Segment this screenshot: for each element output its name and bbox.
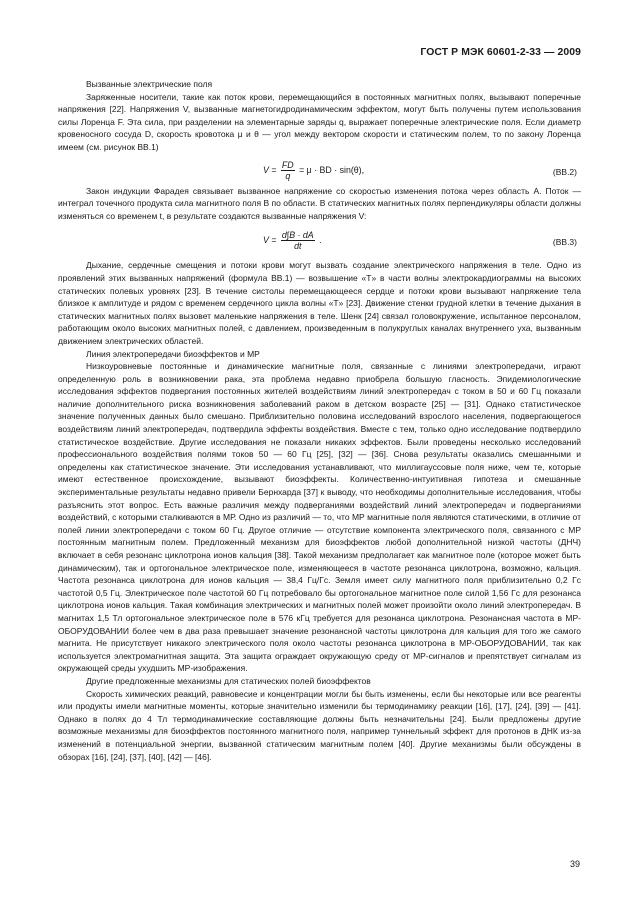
document-header: ГОСТ Р МЭК 60601-2-33 — 2009 [420,47,581,58]
formula-lhs: V = [263,235,277,246]
formula-rhs: = μ · BD · sin(θ), [299,164,365,175]
section-heading: Линия электропередачи биоэффектов и МР [86,348,260,359]
body-paragraph: Скорость химических реакций, равновесие и концентрации могли бы быть изменены, если бы некоторые или все реагенты или продукты имели магнитные моменты, которые значительно изменили бы термодинамику реакции [16], [17], [24], [39] — [41]. Однако в полях до 4 Тл термодинамические составляющие должны быть незначительны [24]. Были предложены другие возможные механизмы для биоэффектов постоянного магнитного поля, например туннельный эффект для протонов в ДНК из-за изменений в потенциальной энергии, вызванной статическим магнитным полем [40]. Другие механизмы были обсуждены в обзорах [16], [24], [37], [40], [42] — [46]. [58,688,581,762]
page-body [58,78,581,763]
formula-fraction [281,160,295,181]
section-heading: Вызванные электрические поля [86,79,213,89]
body-paragraph: Дыхание, сердечные смещения и потоки крови могут вызвать создание электрического напряжения в теле. Одно из проявлений этих вызванных напряжений (формула ВВ.1) — возвышение «T» в части волны электрокардиограммы на высоких статических полевых уровнях [23]. В течение систолы перемещающееся сердце и потоки крови вызывают напряжение тела близкое к амплитуде и рядом с временем сердечного цикла волны «T» [23]. Движение стенки грудной клетки в течение дыхания в статических магнитных полях вызовет маленькие напряжения в теле. Шенк [24] связал головокружение, испытанное персоналом, работающим около высоких магнитных полей, с давлением, произведенным в полукруглых каналах внутреннего уха, вызванным движением электрических областей. [58,260,581,346]
formula-bb2 [58,154,581,185]
page-number: 39 [569,859,580,869]
formula-fraction [281,230,315,251]
formula-lhs: V = [263,164,277,175]
body-paragraph: Низкоуровневые постоянные и динамические магнитные поля, связанные с линиями электропередачи, играют определенную роль в возникновении рака, эта проблема недавно приобрела большую гласность. Эпидемиологические исследования эффектов подвергания постоянных жителей воздействиям линий электропередач с током в 50 и 60 Гц показали наличие дополнительного риска возникновения заболеваний раком в детском возрасте [25] — [31]. Однако статистическое значение полученных данных было смешано. Приблизительно половина исследований взрослого населения, подвергающегося воздействиям линий электропередач, подтвердила эффекты воздействия. Вместе с тем, только одно исследование подтвердило статистическое воздействие. Другие исследования не показали никаких эффектов. Были проведены несколько исследований профессионального воздействия полями токов 50 — 60 Гц [25], [32] — [36]. Снова результаты оказались смешанными и определены как статистическое значение. Эти исследования устанавливают, что миллигауссовые поля ниже, чем те, которые имеют естественное происхождение, вызывают биоэффекты. Количественно-интуитивная гипотеза и смешанные экспериментальные результаты недавно привели Бернхарда [37] к выводу, что необходимы дополнительные исследования, чтобы разъяснить этот вопрос. Есть важные различия между подверганиями воздействий линий электропередач и подверганиями воздействий, с которыми сталкиваются в МР. Одно из различий — то, что МР магнитные поля являются статическими, в отличие от полей линии электропередачи с током 60 Гц. Другое отличие — отсутствие компонента электрического поля, связанного с МР постоянным магнитным полем. Предложенный механизм для биоэффектов любой дополнительной низкой частоты (ДНЧ) включает в себя резонанс циклотрона ионов кальция [38]. Такой механизм предполагает как магнитное поле (которое может быть динамическим), так и ортогональное электрическое поле, изменяющееся в частоте резонанса циклотрона, возможно, кальция. Частота резонанса циклотрона для ионов кальция — 38,4 Гц/Гс. Земля имеет силу магнитного поля приблизительно 0,2 Гс частотой 0,5 Гц. Электрическое поле частотой 60 Гц потребовало бы ортогональное магнитное поле силой 1,56 Гс для резонанса циклотрона ионов кальция. Такая комбинация электрических и магнитных полей может произойти около линий электропередач. В магнитах 1,5 Тл ортогональное электрическое поле в 576 кГц требуется для резонанса циклотрона. Резонансная частота в МР-ОБОРУДОВАНИИ более чем в два раза превышает значение резонансной частоты циклотрона для кальция для того же самого магнита. Не присутствует никакого электрического поля около частоты резонанса циклотрона в МР-ОБОРУДОВАНИИ, так как используется электромагнитная защита. Эта защита ограждает окружающую среду от МР-сигналов и препятствует сигналам из окружающей среды ухудшить МР-изображения. [58,361,581,674]
formula-rhs: . [319,235,322,246]
body-paragraph: Закон индукции Фарадея связывает вызванное напряжение со скоростью изменения потока через область A. Поток — интеграл точечного продукта сила магнитного поля B по области. В статических магнитных полях перпендикуляры области должны изменяться со временем t, в результате создаются вызванные напряжения V: [58,185,581,221]
formula-number: (ВВ.2) [552,166,577,177]
formula-number: (ВВ.3) [552,237,577,248]
section-heading: Другие предложенные механизмы для статических полей биоэффектов [86,675,371,686]
fraction-numerator: FD [281,159,294,170]
body-paragraph: Заряженные носители, такие как поток крови, перемещающийся в постоянных магнитных полях, вызывают поперечные напряжения [22]. Напряжения V, вызванные магнетогидродинамическим эффектом, могут быть получены путем использования силы Лоренца F. Эта сила, при разделении на элементарные заряды q, выражает поперечные электрические поля. Если диаметр кровеносного сосуда D, скорость кровотока μ и θ — угол между вектором скорости и статическим полем, то по закону Лоренца имеем (см. рисунок ВВ.1) [58,91,581,152]
fraction-denominator: q [285,170,291,181]
formula-bb3 [58,222,581,259]
fraction-numerator: d∫B · dA [281,230,314,241]
fraction-denominator: dt [294,241,302,252]
